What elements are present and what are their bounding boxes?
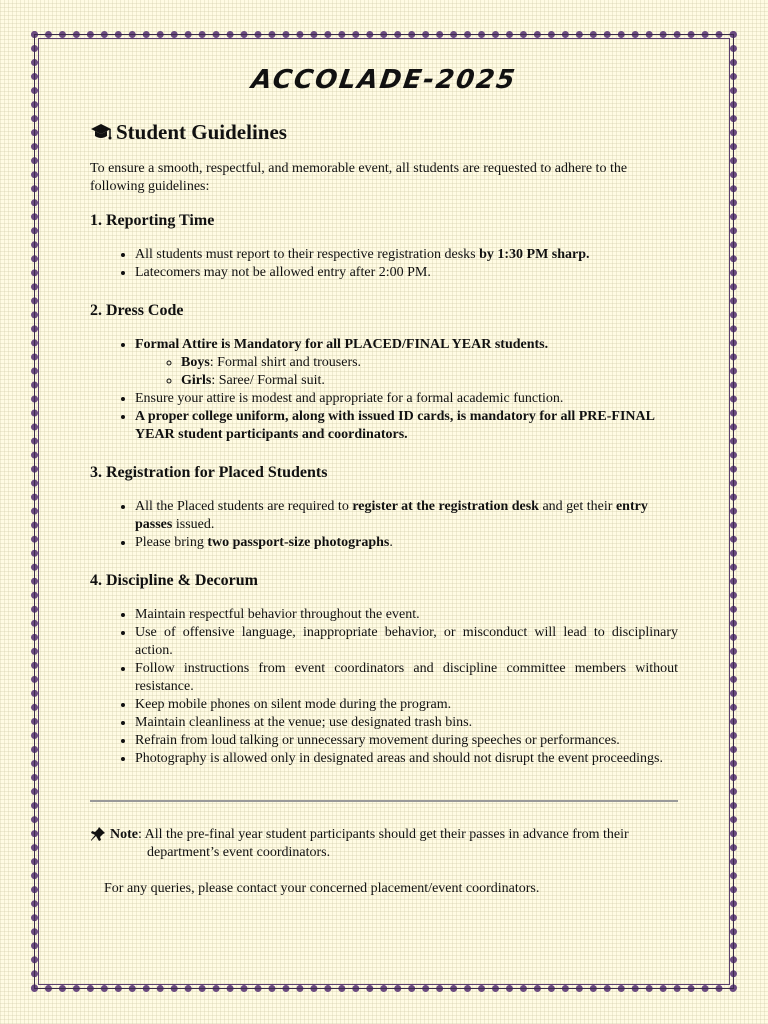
list-item: • Photography is allowed only in designated areas and should not disrupt the event proceedings.: [135, 750, 678, 768]
list-item: ◦ Boys: Formal shirt and trousers.: [181, 354, 678, 372]
list-item: • Ensure your attire is modest and appropriate for a formal academic function.: [135, 390, 678, 408]
list-item: • All students must report to their respective registration desks by 1:30 PM sharp.: [135, 246, 678, 264]
query-line: For any queries, please contact your concerned placement/event coordinators.: [104, 881, 540, 896]
list-item: • Latecomers may not be allowed entry after 2:00 PM.: [135, 264, 678, 282]
list-item: • Maintain respectful behavior throughout the event.: [135, 606, 678, 624]
document-title: ACCOLADE-2025: [249, 65, 519, 95]
list-item: • A proper college uniform, along with issued ID cards, is mandatory for all PRE-FINAL YEAR student participants and coordinators.: [135, 408, 678, 444]
list-item: • Keep mobile phones on silent mode during the program.: [135, 696, 678, 714]
note-block: [90, 826, 678, 862]
list-item: • Please bring two passport-size photographs.: [135, 534, 678, 552]
list-item: • Maintain cleanliness at the venue; use designated trash bins.: [135, 714, 678, 732]
intro-paragraph: To ensure a smooth, respectful, and memorable event, all students are requested to adhere to the following guidelines:: [90, 161, 628, 194]
section-dress-code-heading: 2. Dress Code: [90, 302, 184, 319]
registration-list: [90, 498, 678, 552]
discipline-list: [90, 606, 678, 768]
list-item: • All the Placed students are required to register at the registration desk and get their entry passes issued.: [135, 498, 678, 534]
list-item: ◦ Girls: Saree/ Formal suit.: [181, 372, 678, 390]
document-body: [90, 60, 678, 898]
section-discipline-heading: 4. Discipline & Decorum: [90, 572, 258, 589]
list-item: • Formal Attire is Mandatory for all PLACED/FINAL YEAR students. ◦ Boys: Formal shirt and trousers. ◦ Girls: Saree/ Formal suit.: [135, 336, 678, 390]
section-divider: [90, 800, 678, 802]
dress-code-list: [90, 336, 678, 444]
section-registration-heading: 3. Registration for Placed Students: [90, 464, 328, 481]
note-text: Note: All the pre-final year student participants should get their passes in advance from their department’s event coordinators.: [110, 827, 629, 860]
list-item: • Refrain from loud talking or unnecessary movement during speeches or performances.: [135, 732, 678, 750]
dress-code-sublist: [135, 354, 678, 390]
pushpin-icon: [90, 826, 106, 842]
list-item: • Follow instructions from event coordinators and discipline committee members without resistance.: [135, 660, 678, 696]
section-reporting-time-heading: 1. Reporting Time: [90, 212, 215, 229]
guidelines-heading: [90, 118, 678, 146]
guidelines-heading-text: Student Guidelines: [116, 120, 287, 144]
list-item: • Use of offensive language, inappropriate behavior, or misconduct will lead to disciplinary action.: [135, 624, 678, 660]
note-continuation: department’s event coordinators.: [147, 845, 331, 860]
reporting-time-list: [90, 246, 678, 282]
graduation-cap-icon: [90, 122, 112, 142]
